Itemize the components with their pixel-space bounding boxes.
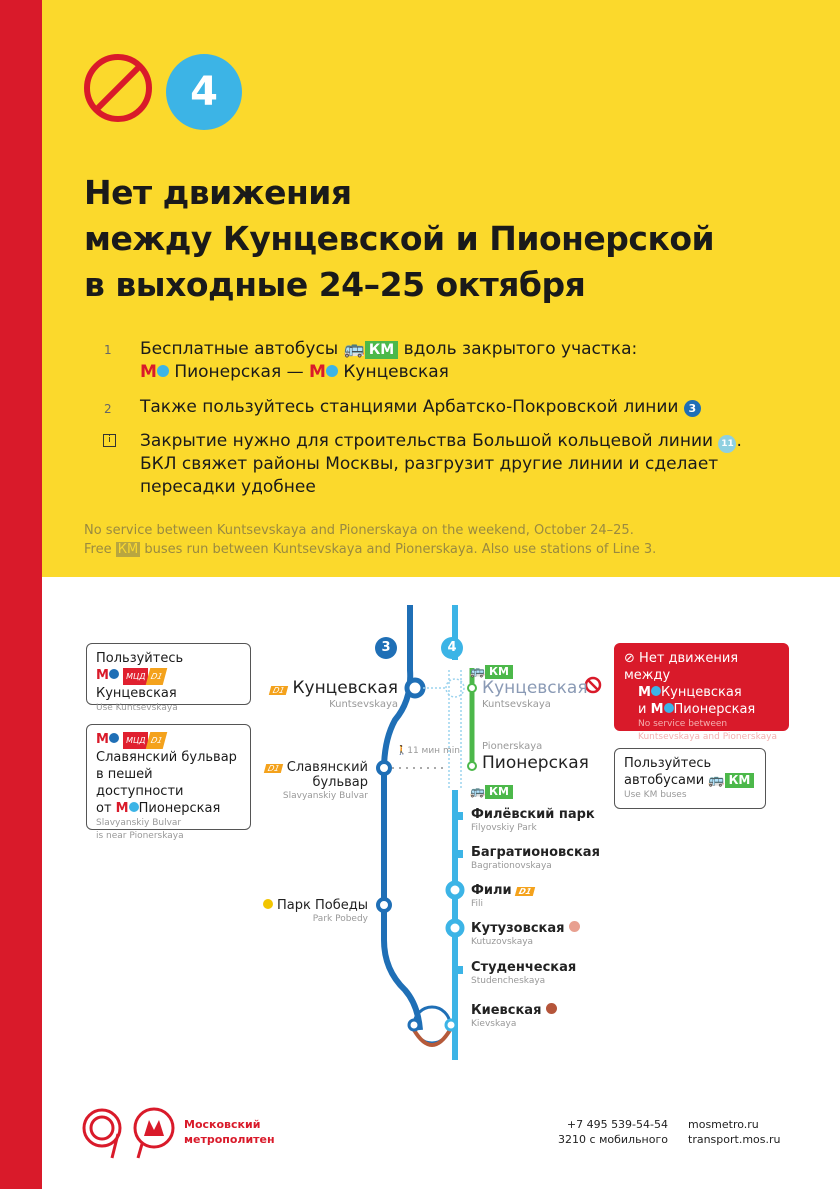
station-bagrationovskaya [471,845,600,873]
box-en: Kuntsevskaya and Pionerskaya [638,732,777,742]
item-text: пересадки удобнее [140,477,316,497]
station-name: бульвар [312,775,368,790]
title-line: в выходные 24–25 октября [84,265,586,304]
no-entry-icon: ⊘ [624,651,635,666]
station-name: Кунцевская [292,678,398,698]
d1-badge: D1 [146,668,168,685]
station-name: Киевская [471,1003,542,1018]
station-kutuzovskaya [471,921,580,949]
station-park-pobedy-node [378,899,390,911]
km-badge: КМ [117,542,139,557]
station-name-en: Kievskaya [471,1019,517,1029]
contact-sites [688,1117,781,1147]
metro-icon: M [115,801,129,816]
site-link[interactable]: transport.mos.ru [688,1133,781,1146]
contact-phones [558,1117,668,1147]
line-4-closed-overlay [450,660,462,790]
mcd-badge: МЦД [123,668,148,685]
station-studencheskaya [471,960,576,988]
station-name: Кунцевская [482,678,588,698]
walk-time [396,746,460,756]
box-text: от [96,801,112,816]
mobile-number: 3210 с мобильного [558,1133,668,1146]
metro-icon: M [96,732,109,747]
use-kuntsevskaya-box [86,643,251,713]
line-4-dot [129,802,139,812]
item-text: Также пользуйтесь станциями Арбатско-Покровской линии [140,397,679,417]
station-name-en: Kutuzovskaya [471,937,534,947]
line-3-dot [109,733,119,743]
station-slavyansky-node [378,762,390,774]
station-name-en: Fili [471,899,484,909]
english-line: No service between Kuntsevskaya and Pionerskaya on the weekend, October 24–25. [84,523,634,538]
box-station: Кунцевская [96,686,177,701]
km-badge: КМ [365,341,398,359]
box-text: и [638,702,647,717]
station-kuntsevskaya-line3 [270,678,398,711]
bus-icon: 🚌 [343,339,365,359]
walk-minutes: 11 мин [407,746,441,756]
km-badge: КМ [725,773,755,788]
box-title: Нет движения между [624,651,739,683]
line-5-dot [546,1003,557,1014]
brand-line: Московский [184,1118,261,1131]
title-line: между Кунцевской и Пионерской [84,219,715,258]
item-text: Кунцевская [343,362,449,382]
line-3-badge: 3 [375,637,397,659]
d1-badge: D1 [264,764,284,773]
metro-icon: M [309,362,326,382]
box-text: Пионерская [673,702,756,717]
bus-icon: 🚌 [708,773,725,788]
item-text: Закрытие нужно для строительства Большой кольцевой линии [140,431,714,451]
english-text: buses run between Kuntsevskaya and Pionerskaya. Also use stations of Line 3. [144,542,657,557]
station-filyovsky-park [471,807,595,835]
line-11-badge: 11 [718,435,736,453]
box-en: Use Kuntsevskaya [96,703,178,713]
bus-icon: 🚌 [470,664,485,678]
metro-icon: M [140,362,157,382]
bus-icon: 🚌 [470,784,485,798]
station-name-en: Slavyanskiy Bulvar [282,791,368,801]
station-name-en: Pionerskaya [482,741,543,752]
box-title: Пользуйтесь [96,651,184,666]
info-item-bkl: Закрытие нужно для строительства Большой кольцевой линии 11 . БКЛ свяжет районы Москвы, разгрузит другие линии и сделает пересадки удобнее [140,431,742,497]
bus-km-top [470,660,513,679]
bus-km-bottom [470,780,513,799]
station-kuntsevskaya-node [407,680,423,696]
metro-logo [82,1104,182,1160]
box-text: Кунцевская [660,685,742,700]
station-name-en: Studencheskaya [471,976,546,986]
box-text: Славянский бульвар [96,750,237,765]
station-name-en: Kuntsevskaya [482,699,551,710]
station-slavyansky [265,760,368,803]
d1-badge: D1 [146,732,168,749]
metro-icon: M [96,668,109,683]
line-8a-dot [263,899,273,909]
no-service-box [614,643,789,742]
station-name-en: Kuntsevskaya [329,699,398,710]
station-name: Филёвский парк [471,807,595,822]
box-en: No service between [638,719,728,729]
english-text: Free [84,542,112,557]
brand-line: метрополитен [184,1133,275,1146]
box-en: Use KM buses [624,790,687,800]
line-3-badge: 3 [684,400,701,417]
item-text: вдоль закрытого участка: [403,339,638,359]
d1-badge: D1 [515,887,536,896]
d1-badge: D1 [269,686,289,695]
item-marker: 1 [104,343,112,357]
line-3-dot [109,669,119,679]
slavyansky-box [86,724,251,841]
site-link[interactable]: mosmetro.ru [688,1118,759,1131]
station-name-en: Bagrationovskaya [471,861,552,871]
info-icon: i [103,434,116,447]
station-pionerskaya [482,740,589,773]
line-3-path [384,605,420,1030]
station-name-en: Park Pobedy [312,914,368,924]
walk-minutes-en: min [442,746,460,756]
station-name: Багратионовская [471,845,600,860]
km-badge: КМ [485,785,513,799]
mcd-badge: МЦД [123,732,148,749]
metro-icon: M [638,685,651,700]
item-marker: 2 [104,402,112,416]
station-kuntsevskaya-closed [482,678,588,711]
box-en: Slavyanskiy Bulvar [96,818,182,828]
metro-icon: M [650,702,664,717]
station-name: Кутузовская [471,921,565,936]
station-name: Пионерская [482,753,589,773]
item-text: БКЛ свяжет районы Москвы, разгрузит другие линии и сделает [140,454,719,474]
box-en: is near Pionerskaya [96,831,184,841]
box-text: в пешей доступности [96,767,184,799]
line-4-badge: 4 [166,54,242,130]
station-kievskaya [471,1003,557,1031]
line-4-badge: 4 [441,637,463,659]
line-4-dot [664,703,674,713]
station-fili [471,883,534,911]
line-4-dot [651,686,661,696]
box-text: Пионерская [138,801,221,816]
station-name: Фили [471,883,512,898]
walk-icon: 🚶 [396,746,408,756]
item-text: Бесплатные автобусы [140,339,339,359]
line-14-dot [569,921,580,932]
km-badge: КМ [485,665,513,679]
box-text: автобусами [624,773,705,788]
metro-brand-name [184,1117,275,1147]
station-name: Парк Победы [277,898,368,913]
box-title: Пользуйтесь [624,756,712,771]
item-text: Пионерская — [174,362,304,382]
phone-number: +7 495 539-54-54 [566,1118,668,1131]
station-name: Славянский [286,760,368,775]
station-park-pobedy [263,898,368,926]
station-name-en: Filyovskiy Park [471,823,537,833]
station-name: Студенческая [471,960,577,975]
title-line: Нет движения [84,173,352,212]
use-buses-box [614,748,766,809]
